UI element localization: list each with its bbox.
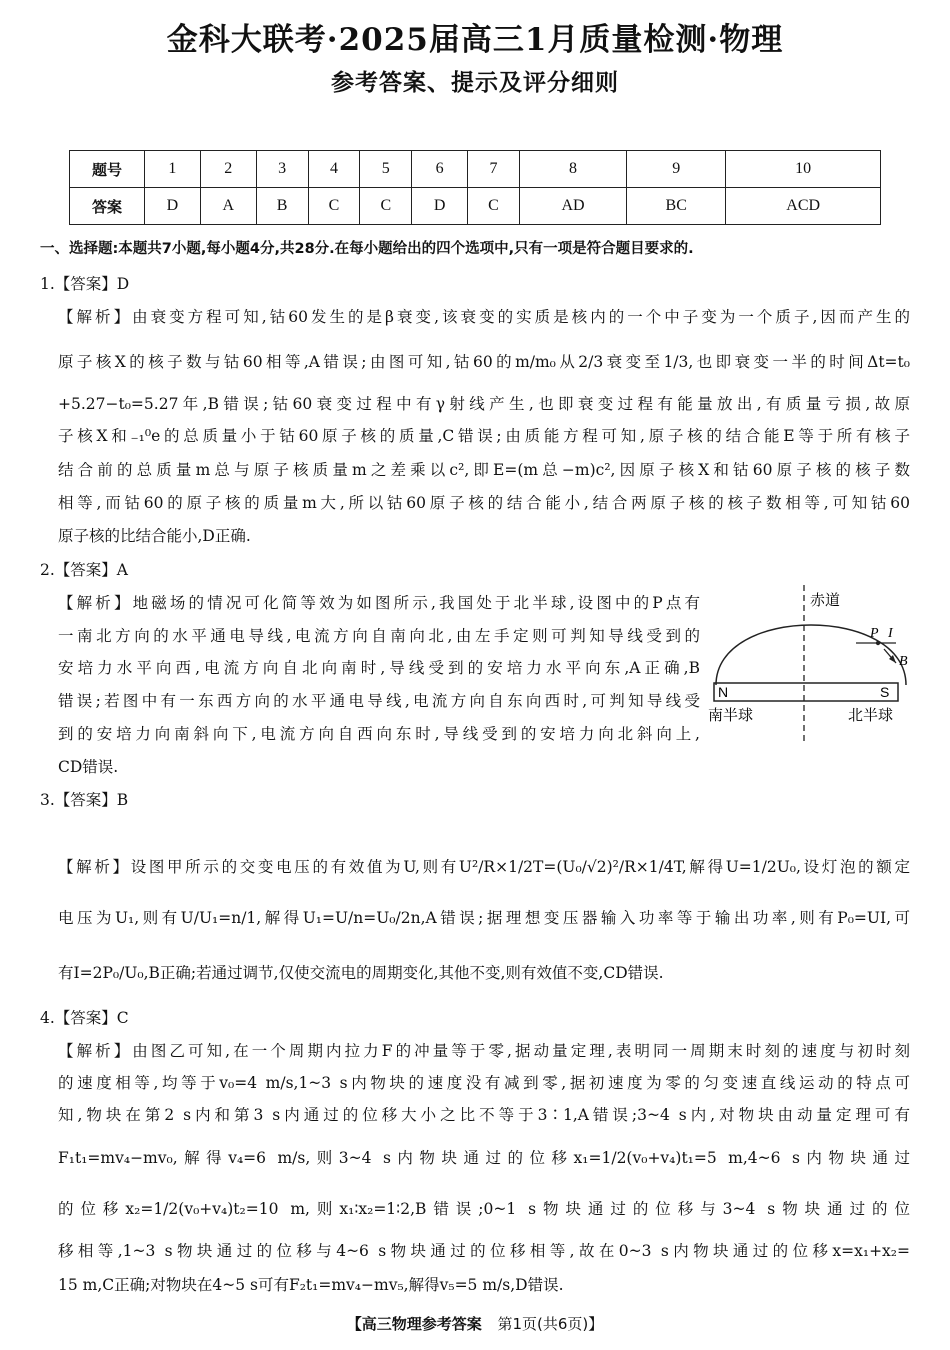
q1-line: +5.27−t₀=5.27年,B错误;钴60衰变过程中有γ射线产生,也即衰变过程有能量放出,有质量亏损,故原 bbox=[58, 395, 910, 413]
q4-line: F₁t₁=mv₄−mv₀,解得v₄=6 m/s,则3~4 s内物块通过的位移x₁=1/2(v₀+v₄)t₁=5 m,4~6 s内物块通过 bbox=[58, 1149, 910, 1167]
q2-line: CD错误. bbox=[58, 758, 119, 776]
table-cell: 5 bbox=[360, 151, 412, 188]
table-row-answers bbox=[70, 188, 881, 225]
b-label: B bbox=[899, 654, 908, 669]
q1-line: 原子核X的核子数与钴60相等,A错误;由图可知,钴60的m/m₀从2/3衰变至1/3,也即衰变一半的时间Δt=t₀ bbox=[58, 353, 910, 371]
south-hemisphere-label: 南半球 bbox=[708, 706, 754, 724]
magnet-bar bbox=[714, 683, 898, 701]
footer-page-number: 第1页(共6页)】 bbox=[497, 1315, 604, 1333]
p-label: P bbox=[870, 626, 879, 641]
q1-line: 结合前的总质量m总与原子核质量m之差乘以c²,即E=(m总−m)c²,因原子核X和钴60原子核的核子数 bbox=[58, 461, 910, 479]
n-pole-label: N bbox=[718, 684, 729, 700]
q1-line: 【解析】由衰变方程可知,钴60发生的是β衰变,该衰变的实质是核内的一个中子变为一个质子,因而产生的 bbox=[58, 308, 910, 326]
q2-line: 错误;若图中有一东西方向的水平通电导线,电流方向自东向西时,可判知导线受 bbox=[58, 692, 700, 710]
q1-answer: 1.【答案】D bbox=[40, 275, 130, 293]
q4-line: 移相等,1~3 s物块通过的位移与4~6 s物块通过的位移相等,故在0~3 s内物块通过的位移x=x₁+x₂= bbox=[58, 1242, 910, 1260]
q1-line: 相等,而钴60的原子核的质量m大,所以钴60原子核的结合能小,结合两原子核的核子数相等,可知钴60 bbox=[58, 494, 910, 512]
q4-line: 【解析】由图乙可知,在一个周期内拉力F的冲量等于零,据动量定理,表明同一周期末时刻的速度与初时刻 bbox=[58, 1042, 910, 1060]
table-cell: 9 bbox=[627, 151, 726, 188]
q3-line: 【解析】设图甲所示的交变电压的有效值为U,则有U²/R×1/2T=(U₀/√2)²/R×1/4T,解得U=1/2U₀,设灯泡的额定 bbox=[58, 858, 910, 876]
table-cell: D bbox=[145, 188, 201, 225]
table-cell: AD bbox=[519, 188, 626, 225]
table-cell: 1 bbox=[145, 151, 201, 188]
page-footer bbox=[0, 1313, 950, 1334]
equator-label: 赤道 bbox=[810, 591, 841, 609]
q3-answer: 3.【答案】B bbox=[40, 791, 129, 809]
q1-line: 子核X和₋₁⁰e的总质量小于钴60原子核的质量,C错误;由质能方程可知,原子核的结合能E等于所有核子 bbox=[58, 427, 910, 445]
page-subtitle: 参考答案、提示及评分细则 bbox=[331, 69, 619, 96]
north-hemisphere-label: 北半球 bbox=[848, 706, 894, 724]
s-pole-label: S bbox=[880, 684, 890, 700]
table-cell: 6 bbox=[412, 151, 468, 188]
footer-doc-label: 【高三物理参考答案 bbox=[346, 1315, 482, 1333]
table-cell: D bbox=[412, 188, 468, 225]
section-heading: 一、选择题:本题共7小题,每小题4分,共28分.在每小题给出的四个选项中,只有一项是符合题目要求的. bbox=[40, 241, 694, 257]
q2-line: 到的安培力向南斜向下,电流方向自西向东时,导线受到的安培力向北斜向上, bbox=[58, 725, 700, 743]
page-title: 金科大联考·2025届高三1月质量检测·物理 bbox=[166, 22, 784, 58]
table-cell: C bbox=[360, 188, 412, 225]
q2-answer: 2.【答案】A bbox=[40, 561, 128, 579]
table-cell: C bbox=[468, 188, 520, 225]
q1-line: 原子核的比结合能小,D正确. bbox=[58, 527, 251, 545]
q3-line: 电压为U₁,则有U/U₁=n/1,解得U₁=U/n=U₀/2n,A错误;据理想变压器输入功率等于输出功率,则有P₀=UI,可 bbox=[58, 909, 910, 927]
earth-magnetic-field-diagram bbox=[706, 585, 916, 745]
q2-line: 安培力水平向西,电流方向自北向南时,导线受到的安培力水平向东,A正确,B bbox=[58, 659, 700, 677]
answer-table bbox=[69, 150, 881, 225]
i-label: I bbox=[888, 626, 893, 641]
table-cell: C bbox=[308, 188, 360, 225]
q2-line: 【解析】地磁场的情况可化简等效为如图所示,我国处于北半球,设图中的P点有 bbox=[58, 594, 700, 612]
table-cell: 7 bbox=[468, 151, 520, 188]
table-cell: 10 bbox=[726, 151, 881, 188]
table-cell: 8 bbox=[519, 151, 626, 188]
table-header-number: 题号 bbox=[70, 151, 145, 188]
q4-line: 15 m,C正确;对物块在4~5 s可有F₂t₁=mv₄−mv₅,解得v₅=5 m/s,D错误. bbox=[58, 1276, 564, 1294]
q2-line: 一南北方向的水平通电导线,电流方向自南向北,由左手定则可判知导线受到的 bbox=[58, 627, 700, 645]
table-header-answer: 答案 bbox=[70, 188, 145, 225]
q3-line: 有I=2P₀/U₀,B正确;若通过调节,仅使交流电的周期变化,其他不变,则有效值不变,CD错误. bbox=[58, 964, 664, 982]
point-p bbox=[876, 641, 880, 645]
table-cell: ACD bbox=[726, 188, 881, 225]
q4-line: 知,物块在第2 s内和第3 s内通过的位移大小之比不等于3∶1,A错误;3~4 s内,对物块由动量定理可有 bbox=[58, 1106, 910, 1124]
table-cell: A bbox=[200, 188, 256, 225]
table-cell: B bbox=[256, 188, 308, 225]
q4-line: 的位移x₂=1/2(v₀+v₄)t₂=10 m,则x₁∶x₂=1∶2,B错误;0~1 s物块通过的位移与3~4 s物块通过的位 bbox=[58, 1200, 910, 1218]
table-cell: BC bbox=[627, 188, 726, 225]
q4-answer: 4.【答案】C bbox=[40, 1009, 129, 1027]
table-cell: 3 bbox=[256, 151, 308, 188]
table-cell: 2 bbox=[200, 151, 256, 188]
q4-line: 的速度相等,均等于v₀=4 m/s,1~3 s内物块的速度没有减到零,据初速度为零的匀变速直线运动的特点可 bbox=[58, 1074, 910, 1092]
table-cell: 4 bbox=[308, 151, 360, 188]
table-row-numbers bbox=[70, 151, 881, 188]
